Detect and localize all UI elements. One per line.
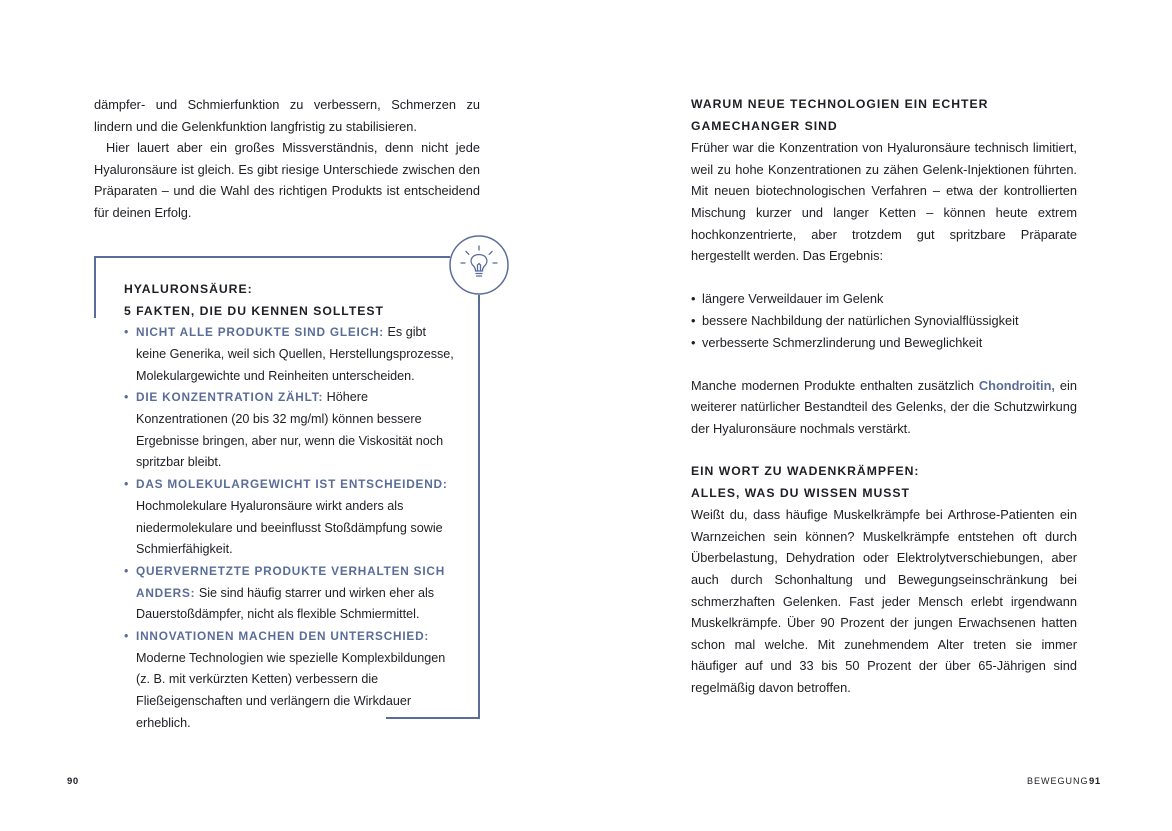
info-box-left-border	[94, 256, 96, 318]
list-item	[691, 310, 1077, 332]
fact-title: DIE KONZENTRATION ZÄHLT:	[136, 390, 324, 405]
fact-text: Sie sind häufig starrer und wirken eher als Dauerstoßdämpfer, nicht als flexible Schmiermittel.	[136, 585, 435, 622]
lightbulb-icon	[449, 235, 509, 295]
fact-title: DAS MOLEKULARGEWICHT IST ENTSCHEIDEND:	[136, 477, 448, 492]
info-box-heading-line2: 5 FAKTEN, DIE DU KENNEN SOLLTEST	[124, 303, 384, 318]
section1-heading-line2: GAMECHANGER SIND	[691, 118, 838, 133]
section1-paragraph: Früher war die Konzentration von Hyaluronsäure technisch limitiert, weil zu hohe Konzentrationen zu zähen Gelenk-Injektionen führten. Mit neuen biotechnologischen Verfahren – etwa der kontrollierten Mischung kurzer und langer Ketten – können heute extrem hochkonzentrierte, aber trotzdem gut spritzbare Präparate hergestellt werden. Das Ergebnis:	[691, 140, 1077, 264]
fact-item	[124, 322, 454, 387]
section1-heading-line1: WARUM NEUE TECHNOLOGIEN EIN ECHTER	[691, 97, 989, 111]
fact-item	[124, 561, 454, 626]
bullet-icon: •	[691, 334, 696, 350]
chondroitin-term: Chondroitin,	[978, 377, 1055, 393]
fact-title: NICHT ALLE PRODUKTE SIND GLEICH:	[136, 325, 384, 340]
facts-list	[124, 322, 454, 734]
result-text: bessere Nachbildung der natürlichen Synovialflüssigkeit	[702, 312, 1019, 328]
fact-item	[124, 387, 454, 474]
result-text: längere Verweildauer im Gelenk	[702, 291, 884, 307]
info-box-heading-line1: HYALURONSÄURE:	[124, 282, 253, 296]
list-item	[691, 288, 1077, 310]
intro-paragraph-2: Hier lauert aber ein großes Missverständnis, denn nicht jede Hyaluronsäure ist gleich. Es gibt riesige Unterschiede zwischen den Präparaten – und die Wahl des richtigen Produkts ist entscheidend für deinen Erfolg.	[94, 140, 480, 220]
bullet-icon: •	[691, 312, 696, 328]
section2-paragraph: Weißt du, dass häufige Muskelkrämpfe bei Arthrose-Patienten ein Warnzeichen sein können? Muskelkrämpfe entstehen oft durch Überbelastung, Dehydration oder Elektrolytverschiebungen, aber auch durch Schonhaltung und Bewegungseinschränkung bei schmerzhaften Gelenken. Fast jeder Mensch erlebt irgendwann Muskelkrämpfe. Über 90 Prozent der jungen Erwachsenen hatten schon mal welche. Mit zunehmendem Alter treten sie immer häufiger auf und 33 bis 50 Prozent der über 65-Jährigen sind regelmäßig davon betroffen.	[691, 507, 1077, 696]
fact-title: INNOVATIONEN MACHEN DEN UNTERSCHIED:	[136, 629, 430, 644]
running-head: BEWEGUNG	[1027, 776, 1089, 786]
info-box-right-border	[478, 295, 480, 719]
fact-item	[124, 626, 454, 735]
intro-paragraph-1: dämpfer- und Schmierfunktion zu verbessern, Schmerzen zu lindern und die Gelenkfunktion langfristig zu stabilisieren.	[94, 97, 480, 134]
fact-text: Höhere Konzentrationen (20 bis 32 mg/ml) können bessere Ergebnisse bringen, aber nur, wenn die Viskosität noch spritzbar bleibt.	[136, 390, 444, 470]
bullet-icon: •	[124, 629, 129, 644]
info-box-top-border	[94, 256, 450, 258]
section2-heading-line2: ALLES, WAS DU WISSEN MUSST	[691, 485, 910, 500]
bullet-icon: •	[124, 390, 129, 405]
chondroitin-paragraph	[691, 375, 1077, 440]
result-text: verbesserte Schmerzlinderung und Beweglichkeit	[702, 334, 983, 350]
bullet-icon: •	[691, 291, 696, 307]
info-box-content	[124, 279, 454, 735]
chondroitin-before: Manche modernen Produkte enthalten zusätzlich	[691, 377, 979, 393]
list-item	[691, 332, 1077, 354]
fact-title: QUERVERNETZTE PRODUKTE VERHALTEN SICH ANDERS:	[136, 563, 446, 600]
page-number-right: 91	[1089, 776, 1101, 787]
results-list	[691, 288, 1077, 353]
bullet-icon: •	[124, 563, 129, 578]
fact-text: Es gibt keine Generika, weil sich Quellen, Herstellungsprozesse, Molekulargewichte und Reinheiten unterscheiden.	[136, 325, 454, 383]
chondroitin-after: ein weiterer natürlicher Bestandteil des Gelenks, der die Schutzwirkung der Hyaluronsäure nochmals verstärkt.	[691, 377, 1077, 436]
right-page	[586, 0, 1172, 831]
fact-item	[124, 474, 454, 561]
section2-heading-line1: EIN WORT ZU WADENKRÄMPFEN:	[691, 464, 920, 479]
page-number-left: 90	[67, 776, 79, 787]
bullet-icon: •	[124, 477, 129, 492]
fact-text: Moderne Technologien wie spezielle Komplexbildungen (z. B. mit verkürzten Ketten) verbessern die Fließeigenschaften und verlängern die Wirkdauer erheblich.	[136, 650, 446, 730]
bullet-icon: •	[124, 325, 129, 340]
fact-text: Hochmolekulare Hyaluronsäure wirkt anders als niedermolekulare und beeinflusst Stoßdämpfung sowie Schmierfähigkeit.	[136, 498, 443, 557]
right-page-content	[691, 94, 1077, 699]
left-intro-text	[94, 94, 480, 224]
